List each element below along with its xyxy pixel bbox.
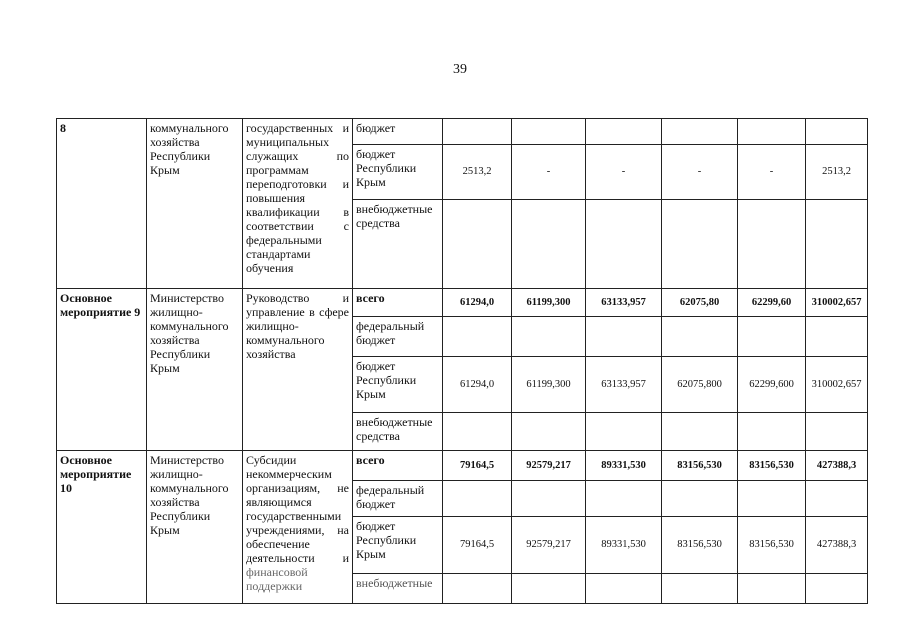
value-cell: [443, 481, 512, 517]
value-cell: [662, 317, 738, 357]
value-cell: 61199,300: [512, 289, 586, 317]
value-cell: [586, 119, 662, 145]
value-cell: 62075,80: [662, 289, 738, 317]
value-cell: 2513,2: [443, 145, 512, 200]
value-cell: [806, 200, 868, 289]
value-cell: [586, 317, 662, 357]
executor-cell: Министерство жилищно-коммунального хозяйства Республики Крым: [147, 451, 243, 604]
value-cell: 62299,600: [738, 357, 806, 413]
description-cell: государственных и муниципальных служащих по программам переподготовки и повышения квалификации в соответствии с федеральными стандартами обучения: [243, 119, 353, 289]
measure-code: 8: [57, 119, 147, 289]
executor-cell: Министерство жилищно-коммунального хозяйства Республики Крым: [147, 289, 243, 451]
value-cell: [662, 200, 738, 289]
funding-table: [56, 118, 868, 604]
value-cell: [738, 119, 806, 145]
value-cell: [738, 574, 806, 604]
page-number: 39: [453, 62, 467, 77]
table-row: [57, 451, 868, 481]
value-cell: [512, 119, 586, 145]
source-cell: внебюджетные: [353, 574, 443, 604]
description-cell: [243, 451, 353, 604]
value-cell: 92579,217: [512, 517, 586, 574]
value-cell: -: [512, 145, 586, 200]
value-cell: [443, 413, 512, 451]
value-cell: [512, 200, 586, 289]
value-cell: 63133,957: [586, 357, 662, 413]
value-cell: 89331,530: [586, 517, 662, 574]
value-cell: [443, 574, 512, 604]
value-cell: -: [662, 145, 738, 200]
value-cell: [443, 200, 512, 289]
source-cell: бюджет Республики Крым: [353, 145, 443, 200]
value-cell: 62075,800: [662, 357, 738, 413]
value-cell: 62299,60: [738, 289, 806, 317]
table-row: [57, 289, 868, 317]
description-text: Субсидии некоммерческим организациям, не являющимся государственными учреждениями, на обеспечение деятельности и: [246, 453, 349, 565]
value-cell: [662, 413, 738, 451]
value-cell: 310002,657: [806, 289, 868, 317]
value-cell: 83156,530: [662, 517, 738, 574]
value-cell: [443, 317, 512, 357]
measure-code: Основное мероприятие 9: [57, 289, 147, 451]
value-cell: [738, 481, 806, 517]
value-cell: 63133,957: [586, 289, 662, 317]
value-cell: [512, 481, 586, 517]
source-cell: всего: [353, 451, 443, 481]
value-cell: [738, 317, 806, 357]
executor-cell: коммунального хозяйства Республики Крым: [147, 119, 243, 289]
table-row: [57, 119, 868, 145]
value-cell: [806, 119, 868, 145]
source-cell: федеральный бюджет: [353, 481, 443, 517]
value-cell: -: [586, 145, 662, 200]
value-cell: [662, 481, 738, 517]
value-cell: 83156,530: [738, 517, 806, 574]
source-cell: бюджет Республики Крым: [353, 357, 443, 413]
value-cell: 427388,3: [806, 517, 868, 574]
value-cell: 61294,0: [443, 289, 512, 317]
value-cell: [662, 119, 738, 145]
value-cell: [512, 413, 586, 451]
source-cell: федеральный бюджет: [353, 317, 443, 357]
value-cell: 89331,530: [586, 451, 662, 481]
value-cell: [806, 574, 868, 604]
value-cell: [806, 317, 868, 357]
source-cell: внебюджетные средства: [353, 200, 443, 289]
value-cell: 79164,5: [443, 451, 512, 481]
value-cell: [738, 200, 806, 289]
value-cell: 79164,5: [443, 517, 512, 574]
value-cell: 61294,0: [443, 357, 512, 413]
value-cell: [738, 413, 806, 451]
value-cell: [586, 200, 662, 289]
measure-code: Основное мероприятие 10: [57, 451, 147, 604]
value-cell: [443, 119, 512, 145]
value-cell: 427388,3: [806, 451, 868, 481]
source-cell: бюджет: [353, 119, 443, 145]
value-cell: [586, 481, 662, 517]
value-cell: [586, 574, 662, 604]
value-cell: 92579,217: [512, 451, 586, 481]
value-cell: 83156,530: [662, 451, 738, 481]
source-cell: бюджет Республики Крым: [353, 517, 443, 574]
value-cell: [512, 317, 586, 357]
value-cell: [806, 481, 868, 517]
value-cell: 61199,300: [512, 357, 586, 413]
source-cell: всего: [353, 289, 443, 317]
value-cell: [512, 574, 586, 604]
value-cell: [662, 574, 738, 604]
value-cell: [806, 413, 868, 451]
value-cell: [586, 413, 662, 451]
value-cell: 2513,2: [806, 145, 868, 200]
value-cell: -: [738, 145, 806, 200]
description-cell: Руководство и управление в сфере жилищно-коммунального хозяйства: [243, 289, 353, 451]
value-cell: 83156,530: [738, 451, 806, 481]
description-text-faded: финансовой поддержки: [246, 565, 308, 593]
source-cell: внебюджетные средства: [353, 413, 443, 451]
value-cell: 310002,657: [806, 357, 868, 413]
